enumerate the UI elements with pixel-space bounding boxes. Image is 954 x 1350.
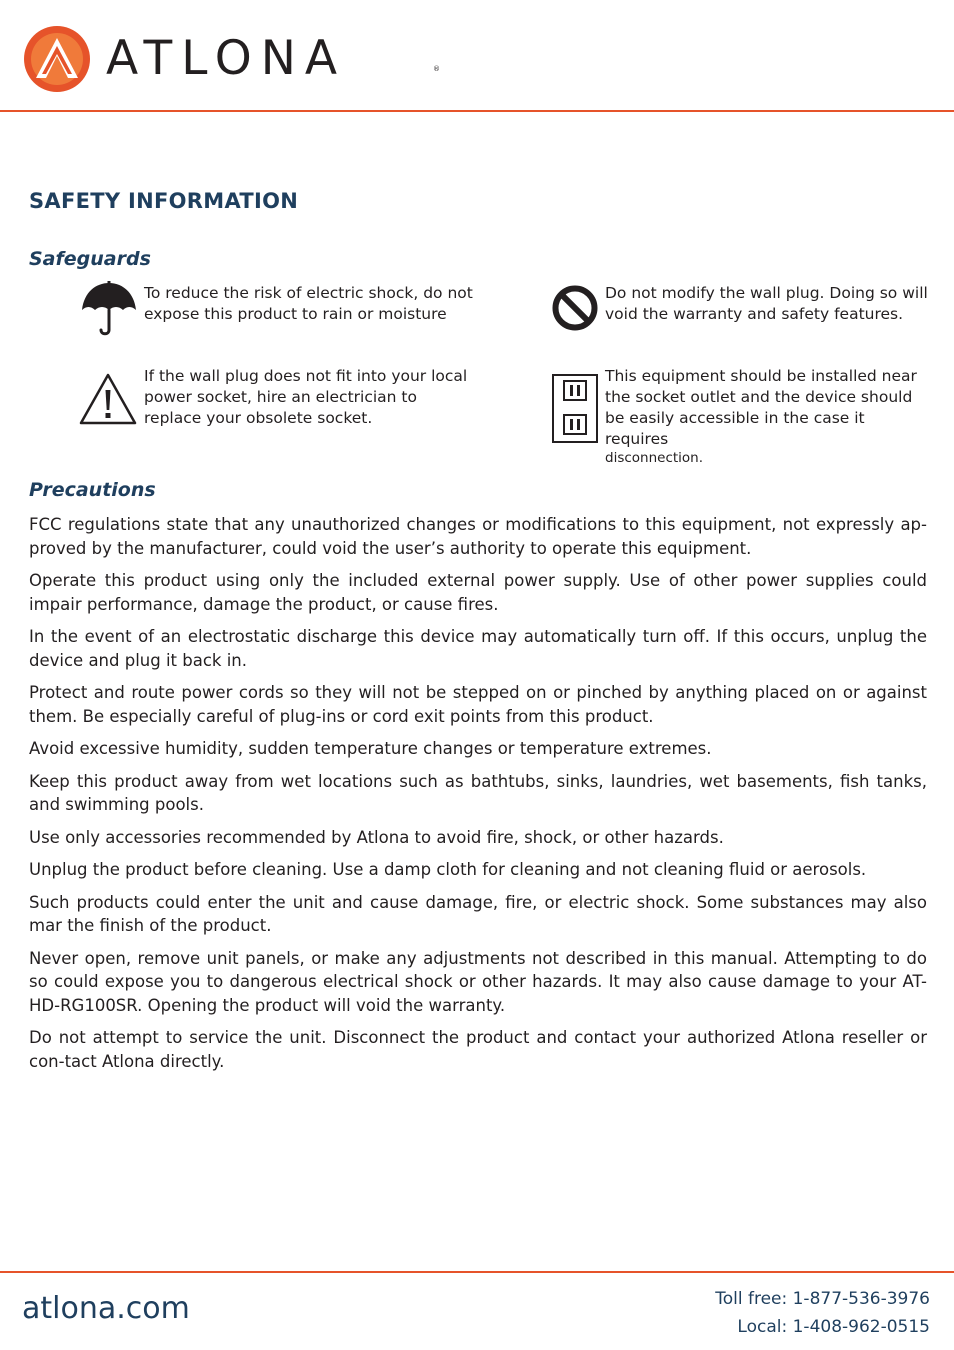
precaution-paragraph: Never open, remove unit panels, or make any adjustments not described in this manual. Attempting to do so could expose you to dangerous electrical shock or other hazards. It may also cause damage to your AT-HD-RG100SR. Opening the product will void the warranty. — [29, 948, 927, 1015]
precaution-paragraph: Use only accessories recommended by Atlona to avoid fire, shock, or other hazards. — [29, 827, 724, 847]
logo-wordmark: ATLONA — [106, 31, 347, 86]
toll-free-phone: Toll free: 1-877-536-3976 — [715, 1289, 930, 1309]
safeguard-socket-main-text: This equipment should be installed near the socket outlet and the device should be easily accessible in the case it requires — [605, 367, 917, 448]
precautions-list — [29, 513, 927, 1082]
precaution-paragraph: In the event of an electrostatic discharge this device may automatically turn off. If this occurs, unplug the device and plug it back in. — [29, 627, 927, 670]
safeguard-text-electrician: If the wall plug does not fit into your local power socket, hire an electrician to replace your obsolete socket. — [144, 367, 468, 427]
precaution-paragraph: Operate this product using only the included external power supply. Use of other power supplies could impair performance, damage the product, or cause fires. — [29, 571, 927, 614]
footer-website-link[interactable]: atlona.com — [22, 1291, 190, 1326]
local-phone: Local: 1-408-962-0515 — [737, 1317, 930, 1337]
no-symbol-icon — [551, 283, 599, 333]
precaution-paragraph: Such products could enter the unit and cause damage, fire, or electric shock. Some substances may also mar the finish of the product. — [29, 892, 927, 935]
footer-contacts — [715, 1285, 930, 1341]
section-title: SAFETY INFORMATION — [29, 189, 299, 213]
precaution-paragraph: Protect and route power cords so they will not be stepped on or pinched by anything placed on or against them. Be especially careful of plug-ins or cord exit points from this product. — [29, 683, 927, 726]
footer-divider — [0, 1271, 954, 1273]
precaution-paragraph: Avoid excessive humidity, sudden temperature changes or temperature extremes. — [29, 739, 712, 758]
precaution-paragraph: FCC regulations state that any unauthorized changes or modifications to this equipment, not expressly ap-proved by the manufacturer, could void the user’s authority to operate this equipment. — [29, 515, 927, 558]
atlona-logo — [22, 24, 442, 94]
atlona-logo-mark-icon — [22, 24, 92, 94]
registered-mark: ® — [433, 65, 440, 73]
safeguard-socket-small-text: disconnection. — [605, 450, 704, 466]
safeguard-text-wall-plug: Do not modify the wall plug. Doing so will void the warranty and safety features. — [605, 284, 928, 323]
precautions-heading: Precautions — [29, 479, 156, 501]
safeguard-text-rain: To reduce the risk of electric shock, do not expose this product to rain or moisture — [144, 284, 473, 323]
safeguard-text-socket-outlet — [605, 366, 930, 466]
wall-outlet-icon — [552, 374, 598, 443]
umbrella-icon — [80, 280, 138, 338]
precaution-paragraph: Keep this product away from wet locations such as bathtubs, sinks, laundries, wet basements, fish tanks, and swimming pools. — [29, 771, 927, 814]
safeguards-heading: Safeguards — [29, 248, 151, 270]
precaution-paragraph: Unplug the product before cleaning. Use a damp cloth for cleaning and not cleaning fluid or aerosols. — [29, 860, 867, 879]
precaution-paragraph: Do not attempt to service the unit. Disconnect the product and contact your authorized Atlona reseller or con-tact Atlona directly. — [29, 1028, 927, 1071]
warning-triangle-icon — [78, 372, 138, 426]
header-divider — [0, 110, 954, 112]
